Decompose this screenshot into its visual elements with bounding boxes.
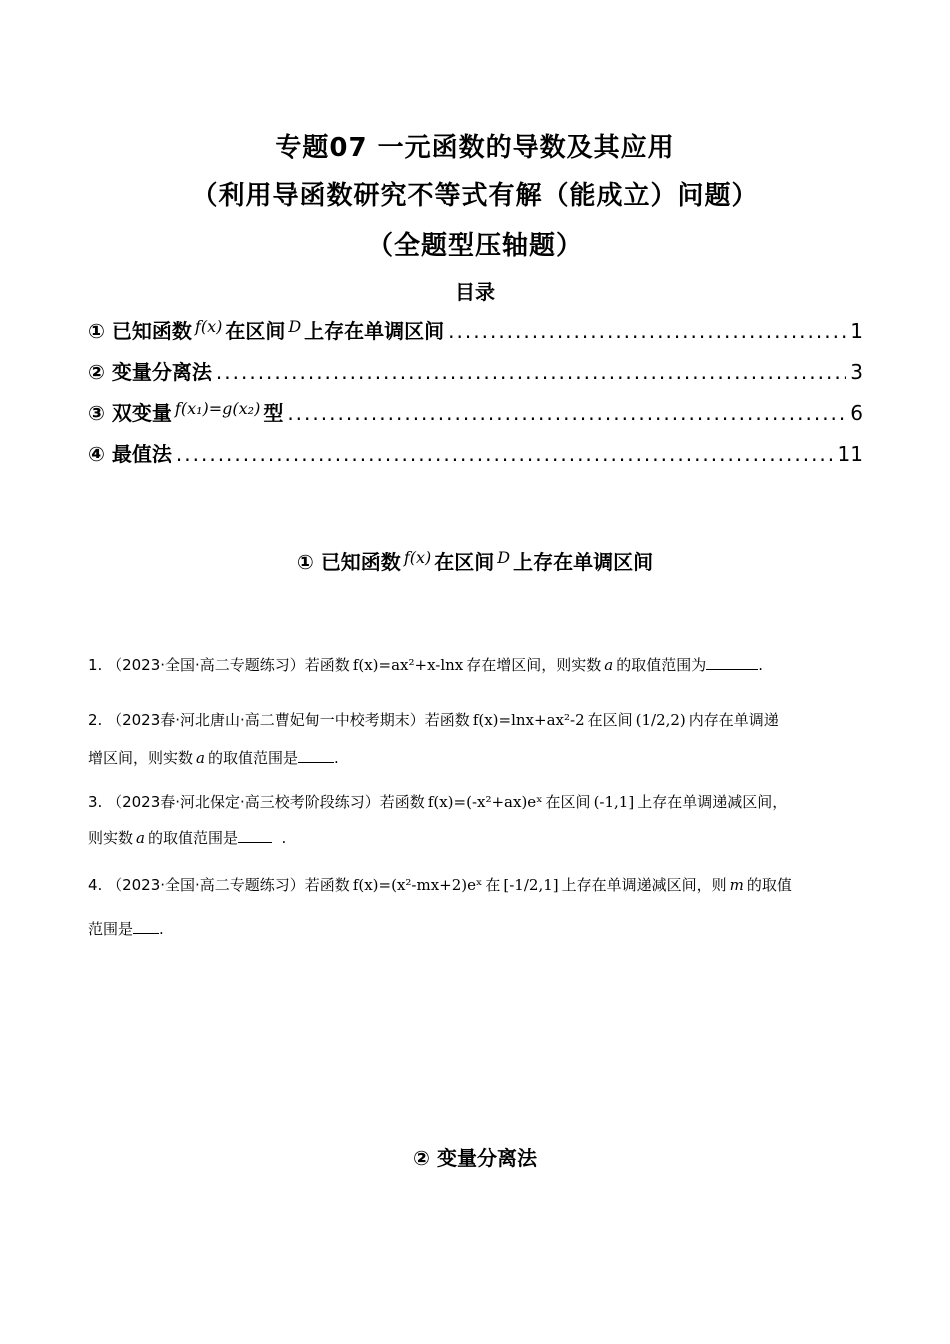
toc-item-text: 在区间 (225, 319, 286, 343)
question-end: . (758, 656, 764, 674)
toc-leader (287, 401, 846, 425)
toc-leader (448, 319, 846, 343)
toc-leader (216, 360, 846, 384)
question-text: 增区间，则实数 (88, 749, 194, 767)
toc-page-number: 1 (850, 319, 863, 343)
question-text: 内存在单调递 (688, 711, 779, 729)
question-text: 在 (485, 876, 501, 894)
answer-blank[interactable] (238, 828, 272, 843)
toc-item-num: ② (88, 360, 105, 384)
question-interval: [-1/2,1] (503, 876, 559, 894)
toc-heading: 目录 (455, 280, 495, 304)
question-variable: a (136, 829, 145, 847)
question-num: 1. (88, 656, 103, 674)
toc-item-3[interactable] (88, 397, 863, 427)
toc-item-1[interactable] (88, 315, 863, 345)
section-text: 已知函数 (320, 550, 401, 574)
toc-page-number: 11 (837, 442, 863, 466)
toc-item-2[interactable] (88, 356, 863, 386)
question-source: （2023春·河北唐山·高二曹妃甸一中校考期末）若函数 (107, 711, 470, 729)
section-math: f(x) (403, 548, 432, 567)
question-text: 上存在单调递减区间，则 (561, 876, 727, 894)
section-math: D (497, 548, 511, 567)
question-num: 3. (88, 793, 103, 811)
question-end: . (333, 749, 339, 767)
section-text: 上存在单调区间 (513, 550, 654, 574)
toc-item-text: 双变量 (111, 401, 172, 425)
question-1 (88, 655, 863, 675)
toc-item-math: D (288, 317, 302, 336)
question-4 (88, 875, 863, 941)
answer-blank[interactable] (706, 655, 758, 670)
question-2 (88, 710, 863, 770)
answer-blank[interactable] (298, 748, 334, 763)
question-formula: f(x)=lnx+ax²-2 (472, 711, 585, 729)
question-source: （2023春·河北保定·高三校考阶段练习）若函数 (107, 793, 425, 811)
toc-leader (176, 442, 834, 466)
section-heading-1 (0, 546, 950, 575)
question-text: 的取值范围为 (616, 656, 707, 674)
question-end: . (281, 829, 287, 847)
section-num: ② (413, 1146, 430, 1170)
toc-item-math: f(x₁)=g(x₂) (174, 399, 261, 418)
question-formula: f(x)=(-x²+ax)eˣ (427, 793, 543, 811)
toc-item-num: ① (88, 319, 105, 343)
question-num: 2. (88, 711, 103, 729)
question-text: 存在增区间，则实数 (466, 656, 602, 674)
question-num: 4. (88, 876, 103, 894)
toc-item-4[interactable] (88, 438, 863, 468)
toc-page-number: 3 (850, 360, 863, 384)
question-text: 的取值 (746, 876, 792, 894)
section-text: 变量分离法 (436, 1146, 537, 1170)
document-subtitle-2: （全题型压轴题） (366, 231, 583, 261)
toc-item-num: ③ (88, 401, 105, 425)
section-heading-2 (0, 1142, 950, 1171)
question-end: . (159, 920, 164, 938)
section-text: 在区间 (434, 550, 495, 574)
answer-blank[interactable] (133, 919, 159, 934)
document-subtitle: （利用导函数研究不等式有解（能成立）问题） (191, 181, 759, 211)
question-text: 的取值范围是 (147, 829, 238, 847)
question-source: （2023·全国·高二专题练习）若函数 (107, 656, 350, 674)
toc-item-text: 变量分离法 (111, 360, 212, 384)
question-source: （2023·全国·高二专题练习）若函数 (107, 876, 350, 894)
toc-item-num: ④ (88, 442, 105, 466)
toc-item-text: 最值法 (111, 442, 172, 466)
question-interval: (-1,1] (593, 793, 635, 811)
document-title: 专题07 一元函数的导数及其应用 (275, 133, 675, 163)
question-interval: (1/2,2) (635, 711, 686, 729)
toc-item-text: 型 (263, 401, 284, 425)
toc-item-text: 已知函数 (111, 319, 192, 343)
question-text: 的取值范围是 (207, 749, 298, 767)
question-formula: f(x)=ax²+x-lnx (352, 656, 464, 674)
question-3 (88, 792, 863, 852)
question-text: 在区间 (545, 793, 591, 811)
toc-item-math: f(x) (194, 317, 223, 336)
question-text: 上存在单调递减区间， (637, 793, 788, 811)
question-text: 在区间 (587, 711, 633, 729)
toc-page-number: 6 (850, 401, 863, 425)
question-variable: a (604, 656, 614, 674)
question-variable: m (729, 876, 744, 894)
question-formula: f(x)=(x²-mx+2)eˣ (352, 876, 483, 894)
question-text: 范围是 (88, 920, 134, 938)
section-num: ① (296, 550, 314, 574)
question-variable: a (196, 749, 205, 767)
question-text: 则实数 (88, 829, 134, 847)
toc-item-text: 上存在单调区间 (304, 319, 445, 343)
